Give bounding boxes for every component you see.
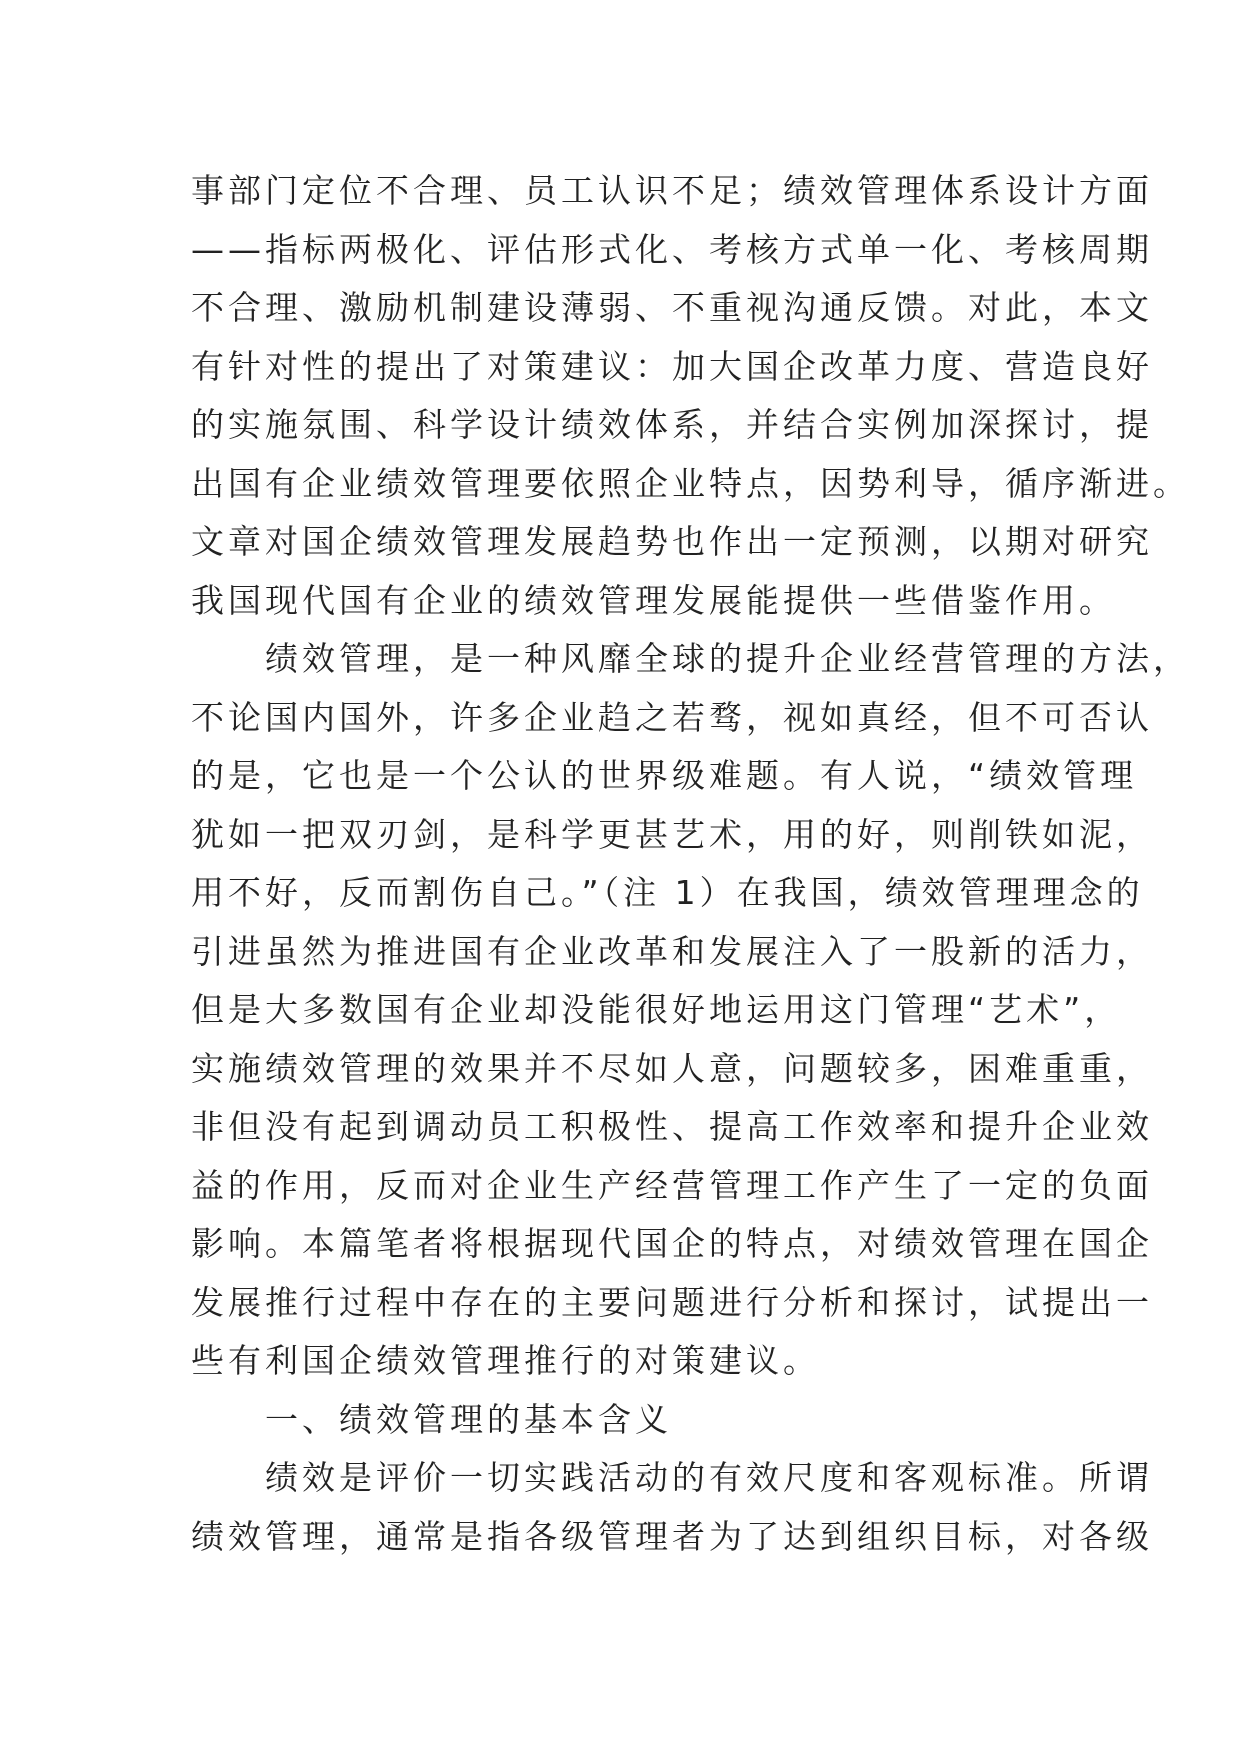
- text-line: 实施绩效管理的效果并不尽如人意，问题较多，困难重重，: [191, 1048, 1153, 1088]
- text-line: 文章对国企绩效管理发展趋势也作出一定预测，以期对研究: [191, 522, 1153, 561]
- body-text: [191, 162, 1190, 1566]
- text-line: 些有利国企绩效管理推行的对策建议。: [191, 1341, 820, 1380]
- text-line: 不论国内国外，许多企业趋之若骛，视如真经，但不可否认: [191, 697, 1153, 737]
- text-line: 出国有企业绩效管理要依照企业特点，因势利导，循序渐进。: [191, 463, 1190, 503]
- paragraph-start-line: 绩效是评价一切实践活动的有效尺度和客观标准。所谓: [191, 1458, 1153, 1497]
- text-line: 引进虽然为推进国有企业改革和发展注入了一股新的活力，: [191, 931, 1153, 971]
- text-line: 用不好，反而割伤自己。”（注 1）在我国，绩效管理理念的: [191, 873, 1144, 912]
- text-line: 不合理、激励机制建设薄弱、不重视沟通反馈。对此，本文: [191, 288, 1153, 327]
- text-line: 的是，它也是一个公认的世界级难题。有人说，“绩效管理: [191, 756, 1138, 795]
- paragraph-start-line: 绩效管理，是一种风靡全球的提升企业经营管理的方法，: [191, 639, 1190, 678]
- text-line: ——指标两极化、评估形式化、考核方式单一化、考核周期: [191, 229, 1153, 269]
- text-line: 发展推行过程中存在的主要问题进行分析和探讨，试提出一: [191, 1282, 1153, 1322]
- text-line: 影响。本篇笔者将根据现代国企的特点，对绩效管理在国企: [191, 1224, 1153, 1263]
- text-line: 有针对性的提出了对策建议：加大国企改革力度、营造良好: [191, 346, 1153, 386]
- text-line: 的实施氛围、科学设计绩效体系，并结合实例加深探讨，提: [191, 405, 1153, 444]
- text-line: 事部门定位不合理、员工认识不足；绩效管理体系设计方面: [191, 171, 1153, 210]
- text-line: 非但没有起到调动员工积极性、提高工作效率和提升企业效: [191, 1107, 1153, 1146]
- text-line: 绩效管理，通常是指各级管理者为了达到组织目标，对各级: [191, 1516, 1153, 1556]
- text-line: 我国现代国有企业的绩效管理发展能提供一些借鉴作用。: [191, 580, 1116, 620]
- text-line: 犹如一把双刃剑，是科学更甚艺术，用的好，则削铁如泥，: [191, 814, 1153, 854]
- section-heading: 一、绩效管理的基本含义: [191, 1399, 672, 1439]
- text-line: 益的作用，反而对企业生产经营管理工作产生了一定的负面: [191, 1165, 1153, 1205]
- text-line: 但是大多数国有企业却没能很好地运用这门管理“艺术”，: [191, 990, 1122, 1029]
